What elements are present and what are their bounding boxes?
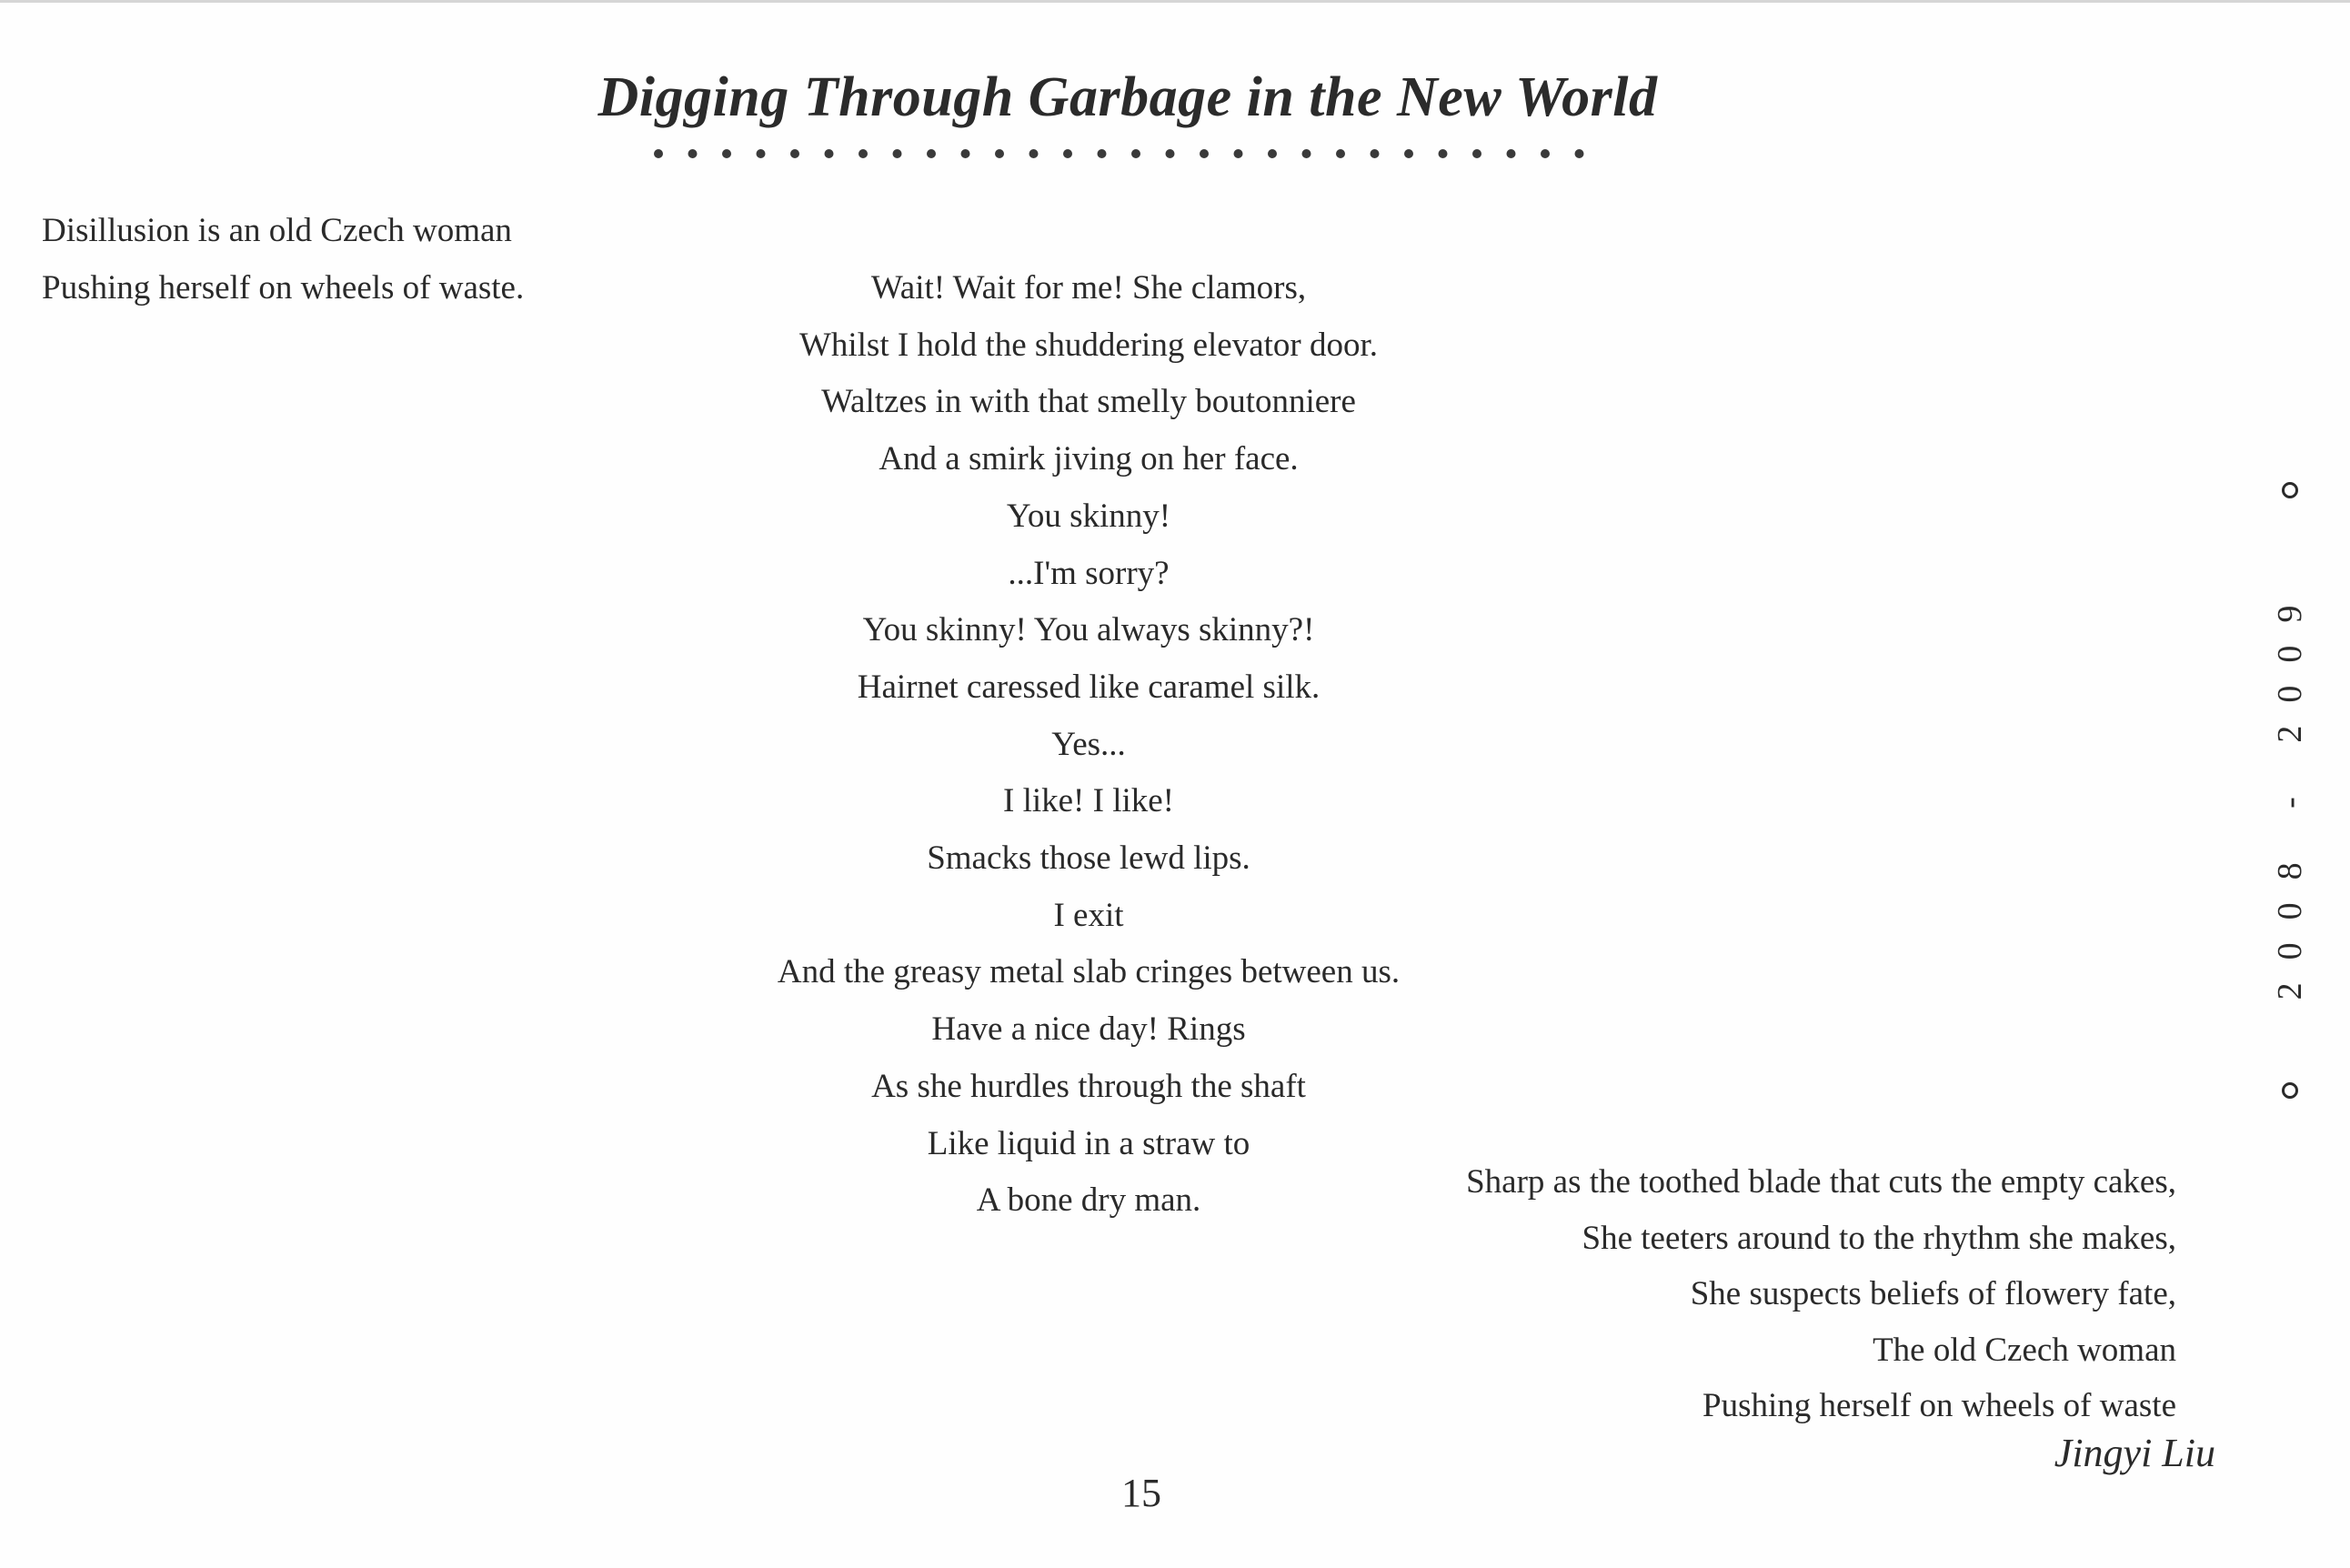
poem-line: Smacks those lewd lips.	[927, 839, 1250, 878]
poem-line: And the greasy metal slab cringes between us.	[777, 953, 1401, 991]
poem-line: Have a nice day! Rings	[931, 1010, 1246, 1049]
poem-line: Wait! Wait for me! She clamors,	[870, 269, 1307, 307]
poem-line: ...I'm sorry?	[1008, 554, 1170, 592]
rule-dot	[1302, 149, 1311, 158]
page-number: 15	[1121, 1471, 1161, 1515]
rule-dot	[1439, 149, 1448, 158]
dotted-rule	[653, 142, 1599, 164]
poem-title: Digging Through Garbage in the New World	[598, 66, 1658, 128]
ring-icon	[2282, 482, 2298, 498]
intro-line: Pushing herself on wheels of waste.	[42, 269, 525, 307]
rule-dot	[893, 149, 902, 158]
ring-icon	[2282, 1082, 2298, 1099]
intro-stanza	[42, 202, 524, 317]
poem-line: Like liquid in a straw to	[927, 1124, 1250, 1162]
closing-line: She teeters around to the rhythm she makes,	[1582, 1219, 2176, 1257]
rule-dot	[1541, 149, 1550, 158]
rule-dot	[1404, 149, 1413, 158]
main-stanza	[711, 260, 1466, 1230]
rule-dot	[1234, 149, 1243, 158]
side-year-label	[2235, 482, 2345, 1101]
rule-dot	[1200, 149, 1209, 158]
rule-dot	[688, 149, 698, 158]
poem-line: I exit	[1053, 896, 1124, 934]
poem-line: You skinny! You always skinny?!	[862, 611, 1315, 649]
page-edge	[0, 0, 2350, 3]
poem-line: Hairnet caressed like caramel silk.	[857, 668, 1321, 706]
closing-line: Sharp as the toothed blade that cuts the empty cakes,	[1466, 1163, 2176, 1201]
rule-dot	[757, 149, 766, 158]
rule-dot	[1131, 149, 1140, 158]
rule-dot	[859, 149, 868, 158]
rule-dot	[1336, 149, 1345, 158]
rule-dot	[961, 149, 970, 158]
poem-line: I like! I like!	[1003, 782, 1174, 820]
author-signature: Jingyi Liu	[2054, 1431, 2215, 1475]
rule-dot	[1029, 149, 1039, 158]
closing-line: The old Czech woman	[1873, 1331, 2176, 1369]
poem-line: A bone dry man.	[976, 1181, 1201, 1220]
poem-line: Waltzes in with that smelly boutonniere	[821, 383, 1356, 421]
intro-line: Disillusion is an old Czech woman	[42, 212, 512, 249]
rule-dot	[1472, 149, 1481, 158]
rule-dot	[722, 149, 731, 158]
rule-dot	[825, 149, 834, 158]
rule-dot	[1268, 149, 1277, 158]
closing-line: She suspects beliefs of flowery fate,	[1690, 1275, 2176, 1312]
rule-dot	[927, 149, 936, 158]
rule-dot	[1575, 149, 1584, 158]
poem-line: Whilst I hold the shuddering elevator door.	[798, 326, 1379, 364]
year-range: 2008 - 2009	[2271, 582, 2309, 1000]
rule-dot	[1507, 149, 1516, 158]
rule-dot	[1063, 149, 1072, 158]
rule-dot	[1371, 149, 1380, 158]
rule-dot	[995, 149, 1004, 158]
poem-line: You skinny!	[1006, 497, 1171, 535]
poem-line: And a smirk jiving on her face.	[879, 440, 1299, 478]
rule-dot	[1098, 149, 1107, 158]
poem-line: As she hurdles through the shaft	[871, 1067, 1306, 1105]
rule-dot	[1166, 149, 1175, 158]
closing-stanza	[1328, 1154, 2176, 1434]
closing-line: Pushing herself on wheels of waste	[1702, 1387, 2176, 1424]
rule-dot	[790, 149, 799, 158]
poem-line: Yes...	[1051, 725, 1126, 763]
rule-dot	[654, 149, 663, 158]
